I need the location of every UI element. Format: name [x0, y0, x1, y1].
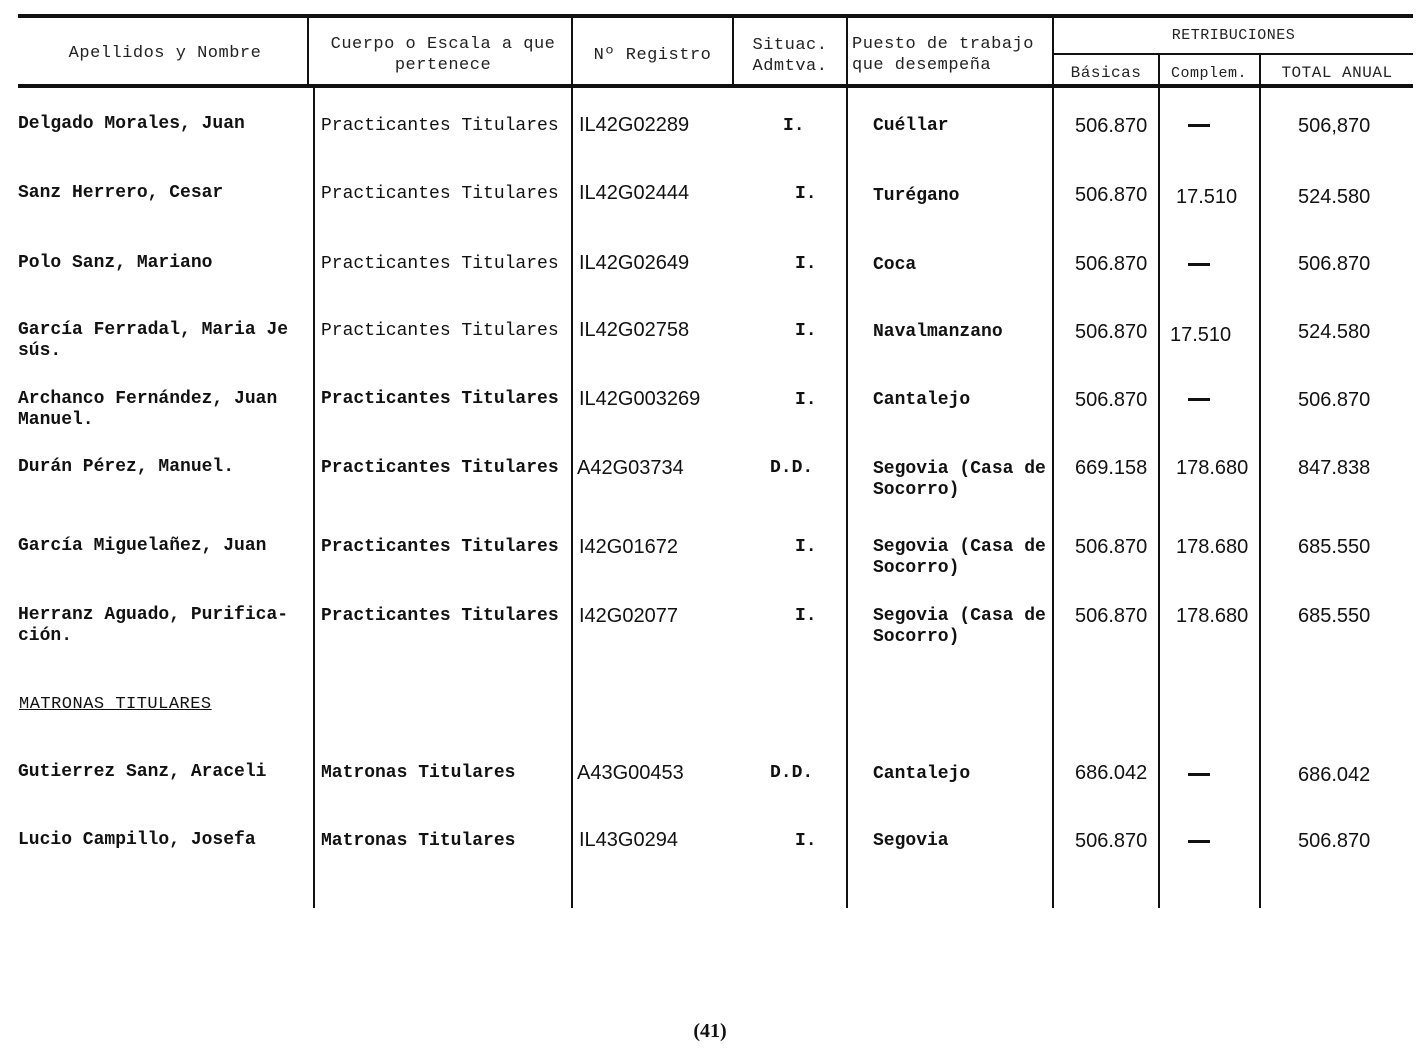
row-situac: D.D.	[770, 458, 814, 478]
row-basicas: 506.870	[1075, 115, 1148, 137]
divider-situac	[846, 18, 848, 908]
row-basicas: 669.158	[1075, 457, 1148, 479]
row-basicas: 686.042	[1075, 762, 1148, 784]
row-registro: A42G03734	[577, 457, 684, 479]
dash-mark	[1188, 840, 1210, 843]
row-cuerpo: Matronas Titulares	[321, 831, 516, 851]
header-registro: Nº Registro	[593, 46, 712, 65]
row-cuerpo: Practicantes Titulares	[321, 389, 559, 409]
row-puesto: Cantalejo	[873, 764, 971, 784]
row-cuerpo: Practicantes Titulares	[321, 321, 559, 341]
row-name: Delgado Morales, Juan	[18, 114, 245, 134]
row-cuerpo: Practicantes Titulares	[321, 184, 559, 204]
row-situac: I.	[795, 606, 817, 626]
row-basicas: 506.870	[1075, 536, 1148, 558]
row-cuerpo: Practicantes Titulares	[321, 606, 559, 626]
page-number: (41)	[693, 1020, 727, 1042]
dash-mark	[1188, 263, 1210, 266]
row-total: 524.580	[1298, 321, 1371, 343]
row-name: Lucio Campillo, Josefa	[18, 830, 256, 850]
row-complem: 17.510	[1176, 186, 1238, 208]
header-situac: Situac. Admtva.	[752, 36, 828, 76]
row-registro: I42G01672	[579, 536, 678, 558]
row-puesto: Segovia (Casa de Socorro)	[873, 537, 1046, 578]
row-registro: IL42G02649	[579, 252, 690, 274]
row-puesto: Cantalejo	[873, 390, 971, 410]
row-total: 685.550	[1298, 536, 1371, 558]
row-complem	[1188, 832, 1210, 853]
row-total: 524.580	[1298, 186, 1371, 208]
row-situac: I.	[795, 321, 817, 341]
retrib-rule	[1053, 53, 1413, 55]
row-registro: IL42G02758	[579, 319, 690, 341]
row-complem: 178.680	[1176, 605, 1249, 627]
row-situac: D.D.	[770, 763, 814, 783]
row-puesto: Cuéllar	[873, 116, 949, 136]
row-name: Gutierrez Sanz, Araceli	[18, 762, 267, 782]
row-total: 506,870	[1298, 115, 1371, 137]
row-registro: A43G00453	[577, 762, 684, 784]
row-complem: 178.680	[1176, 536, 1249, 558]
row-complem	[1188, 116, 1210, 137]
row-complem	[1188, 390, 1210, 411]
divider-left-body	[313, 88, 315, 908]
top-rule	[18, 14, 1413, 18]
row-puesto: Segovia (Casa de Socorro)	[873, 459, 1046, 500]
row-puesto: Turégano	[873, 186, 960, 206]
header-total: TOTAL ANUAL	[1281, 64, 1393, 82]
row-basicas: 506.870	[1075, 321, 1148, 343]
header-cuerpo: Cuerpo o Escala a que pertenece	[330, 35, 556, 75]
divider-registro	[732, 18, 734, 84]
row-situac: I.	[795, 831, 817, 851]
divider-basicas	[1158, 55, 1160, 908]
row-complem	[1188, 765, 1210, 786]
dash-mark	[1188, 773, 1210, 776]
divider-cuerpo	[571, 18, 573, 908]
row-puesto: Segovia (Casa de Socorro)	[873, 606, 1046, 647]
row-situac: I.	[795, 254, 817, 274]
dash-mark	[1188, 124, 1210, 127]
row-total: 506.870	[1298, 830, 1371, 852]
row-complem: 178.680	[1176, 457, 1249, 479]
row-cuerpo: Practicantes Titulares	[321, 537, 559, 557]
row-name: Herranz Aguado, Purifica- ción.	[18, 605, 289, 646]
header-bottom-rule	[18, 84, 1413, 88]
row-complem	[1188, 255, 1210, 276]
row-registro: IL42G003269	[579, 388, 701, 410]
row-name: García Ferradal, Maria Je sús.	[18, 320, 289, 361]
row-name: Polo Sanz, Mariano	[18, 253, 213, 273]
row-situac: I.	[783, 116, 805, 136]
row-name: Sanz Herrero, Cesar	[18, 183, 224, 203]
row-basicas: 506.870	[1075, 184, 1148, 206]
row-total: 847.838	[1298, 457, 1371, 479]
row-situac: I.	[795, 537, 817, 557]
header-complem: Complem.	[1170, 65, 1247, 82]
row-complem: 17.510	[1170, 324, 1232, 346]
row-registro: I42G02077	[579, 605, 678, 627]
header-basicas: Básicas	[1070, 64, 1142, 82]
row-cuerpo: Matronas Titulares	[321, 763, 516, 783]
divider-complem	[1259, 55, 1261, 908]
row-total: 685.550	[1298, 605, 1371, 627]
row-basicas: 506.870	[1075, 253, 1148, 275]
row-puesto: Segovia	[873, 831, 949, 851]
row-basicas: 506.870	[1075, 830, 1148, 852]
row-total: 686.042	[1298, 764, 1371, 786]
row-situac: I.	[795, 184, 817, 204]
row-name: Durán Pérez, Manuel.	[18, 457, 235, 477]
row-cuerpo: Practicantes Titulares	[321, 458, 559, 478]
section-title: MATRONAS TITULARES	[19, 695, 212, 714]
header-retribuciones: RETRIBUCIONES	[1171, 27, 1296, 44]
header-puesto: Puesto de trabajo que desempeña	[852, 35, 1034, 75]
dash-mark	[1188, 398, 1210, 401]
row-total: 506.870	[1298, 253, 1371, 275]
row-puesto: Coca	[873, 255, 917, 275]
row-name: García Miguelañez, Juan	[18, 536, 267, 556]
row-registro: IL42G02289	[579, 114, 690, 136]
row-situac: I.	[795, 390, 817, 410]
row-basicas: 506.870	[1075, 389, 1148, 411]
row-total: 506.870	[1298, 389, 1371, 411]
row-name: Archanco Fernández, Juan Manuel.	[18, 389, 278, 430]
row-cuerpo: Practicantes Titulares	[321, 116, 559, 136]
row-puesto: Navalmanzano	[873, 322, 1003, 342]
row-basicas: 506.870	[1075, 605, 1148, 627]
row-registro: IL42G02444	[579, 182, 690, 204]
row-cuerpo: Practicantes Titulares	[321, 254, 559, 274]
header-name: Apellidos y Nombre	[68, 44, 262, 63]
row-registro: IL43G0294	[579, 829, 678, 851]
